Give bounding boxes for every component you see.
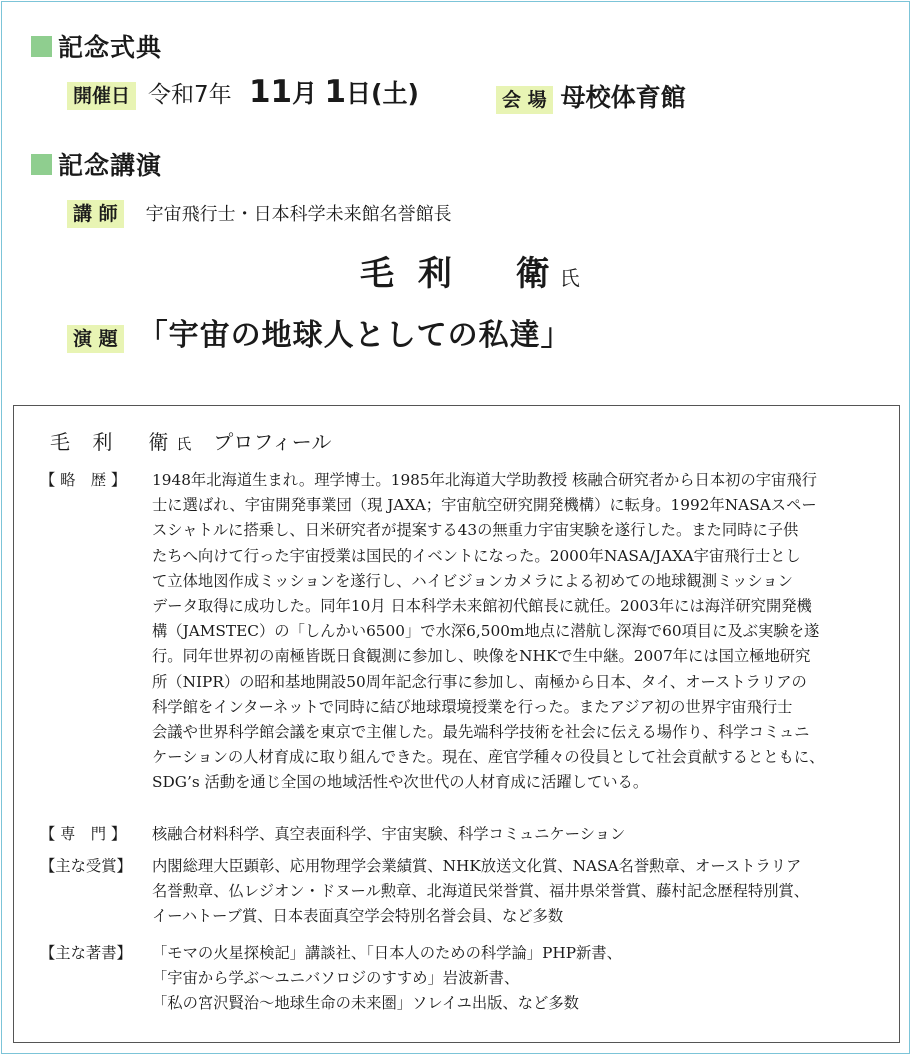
profile-heading: プロフィール [213,430,332,454]
date-day: 1 [324,74,347,110]
lecture-heading-text: 記念講演 [58,151,163,180]
venue-value: 母校体育館 [560,83,686,112]
lecturer-row [67,200,452,228]
green-square-icon [31,154,52,175]
books-line: 「私の宮沢賢治～地球生命の未来圏」ソレイユ出版、など多数 [152,994,579,1013]
date-day-unit: 日(土) [346,79,419,108]
ceremony-heading [31,30,162,62]
history-line: たちへ向けて行った宇宙授業は国民的イベントになった。2000年NASA/JAXA宇宙飛行士とし [152,546,801,565]
profile-suffix: 氏 [176,435,192,453]
profile-box [13,405,900,1043]
specialty-entry [40,822,890,847]
books-body [152,941,890,1017]
lecturer-role: 宇宙飛行士・日本科学未来館名誉館長 [145,204,452,225]
ceremony-heading-text: 記念式典 [58,33,163,62]
books-label: 【主な著書】 [40,944,132,962]
awards-label: 【主な受賞】 [40,857,132,875]
date-label: 開催日 [67,82,136,110]
lecture-title-row [67,310,572,354]
specialty-body [152,822,890,847]
date-month-unit: 月 [292,79,318,108]
lecture-heading [31,148,162,180]
ceremony-venue-row [496,78,686,114]
lecture-title: 「宇宙の地球人としての私達」 [137,318,572,353]
lecture-title-label: 演 題 [67,325,124,353]
history-line: SDG’s 活動を通じ全国の地域活性や次世代の人材育成に活躍している。 [152,773,649,792]
ceremony-date-row [67,74,419,110]
lecturer-name-text: 毛 利 衛 [360,254,556,294]
history-line: 1948年北海道生まれ。理学博士。1985年北海道大学助教授 核融合研究者から日本初の宇宙飛行 [152,471,817,489]
history-line: て立体地図作成ミッションを遂行し、ハイビジョンカメラによる初めての地球観測ミッション [152,571,793,590]
books-line: 「モマの火星探検記」講談社、「日本人のための科学論」PHP新書、 [152,944,622,962]
lecturer-suffix: 氏 [559,266,580,290]
venue-label: 会 場 [496,86,553,114]
history-line: データ取得に成功した。同年10月 日本科学未来館初代館長に就任。2003年には海洋研究開発機 [152,597,812,616]
books-line: 「宇宙から学ぶ～ユニバソロジのすすめ」岩波新書、 [152,969,520,988]
history-line: 行。同年世界初の南極皆既日食観測に参加し、映像をNHKで生中継。2007年には国立極地研究 [152,647,811,666]
lecturer-label: 講 師 [67,200,124,228]
history-line: ケーションの人材育成に取り組んできた。現在、産官学種々の役員として社会貢献するとともに、 [152,748,825,767]
profile-name: 毛 利 衛 [50,430,177,454]
awards-body [152,854,890,930]
books-entry [40,941,890,1017]
history-body [152,468,890,796]
history-line: 科学館をインターネットで同時に結び地球環境授業を行った。またアジア初の世界宇宙飛行士 [152,697,793,716]
date-prefix: 令和7年 [148,82,232,108]
awards-line: イーハトーブ賞、日本表面真空学会特別名誉会員、など多数 [152,907,564,926]
specialty-label: 【 専 門 】 [40,825,127,843]
awards-entry [40,854,890,930]
specialty-text: 核融合材料科学、真空表面科学、宇宙実験、科学コミュニケーション [152,825,626,843]
profile-title [50,426,331,455]
history-line: 会議や世界科学館会議を東京で主催した。最先端科学技術を社会に伝える場作り、科学コミュニ [152,723,810,742]
date-month: 11 [248,74,293,110]
date-value [148,74,419,110]
green-square-icon [31,36,52,57]
history-label: 【 略 歴 】 [40,471,127,489]
awards-line: 名誉勲章、仏レジオン・ドヌール勲章、北海道民栄誉賞、福井県栄誉賞、藤村記念歴程特別賞、 [152,882,810,901]
history-line: 構（JAMSTEC）の「しんかい6500」で水深6,500m地点に潜航し深海で60項目に及ぶ実験を遂 [152,622,820,641]
lecturer-name [360,246,580,295]
awards-line: 内閣総理大臣顕彰、応用物理学会業績賞、NHK放送文化賞、NASA名誉勲章、オーストラリア [152,857,802,875]
history-line: 所（NIPR）の昭和基地開設50周年記念行事に参加し、南極から日本、タイ、オーストラリアの [152,672,807,691]
history-line: 士に選ばれ、宇宙開発事業団（現 JAXA；宇宙航空研究開発機構）に転身。1992年NASAスペー [152,496,817,515]
history-line: スシャトルに搭乗し、日米研究者が提案する43の無重力宇宙実験を遂行した。また同時に子供 [152,521,799,540]
history-entry [40,468,890,796]
